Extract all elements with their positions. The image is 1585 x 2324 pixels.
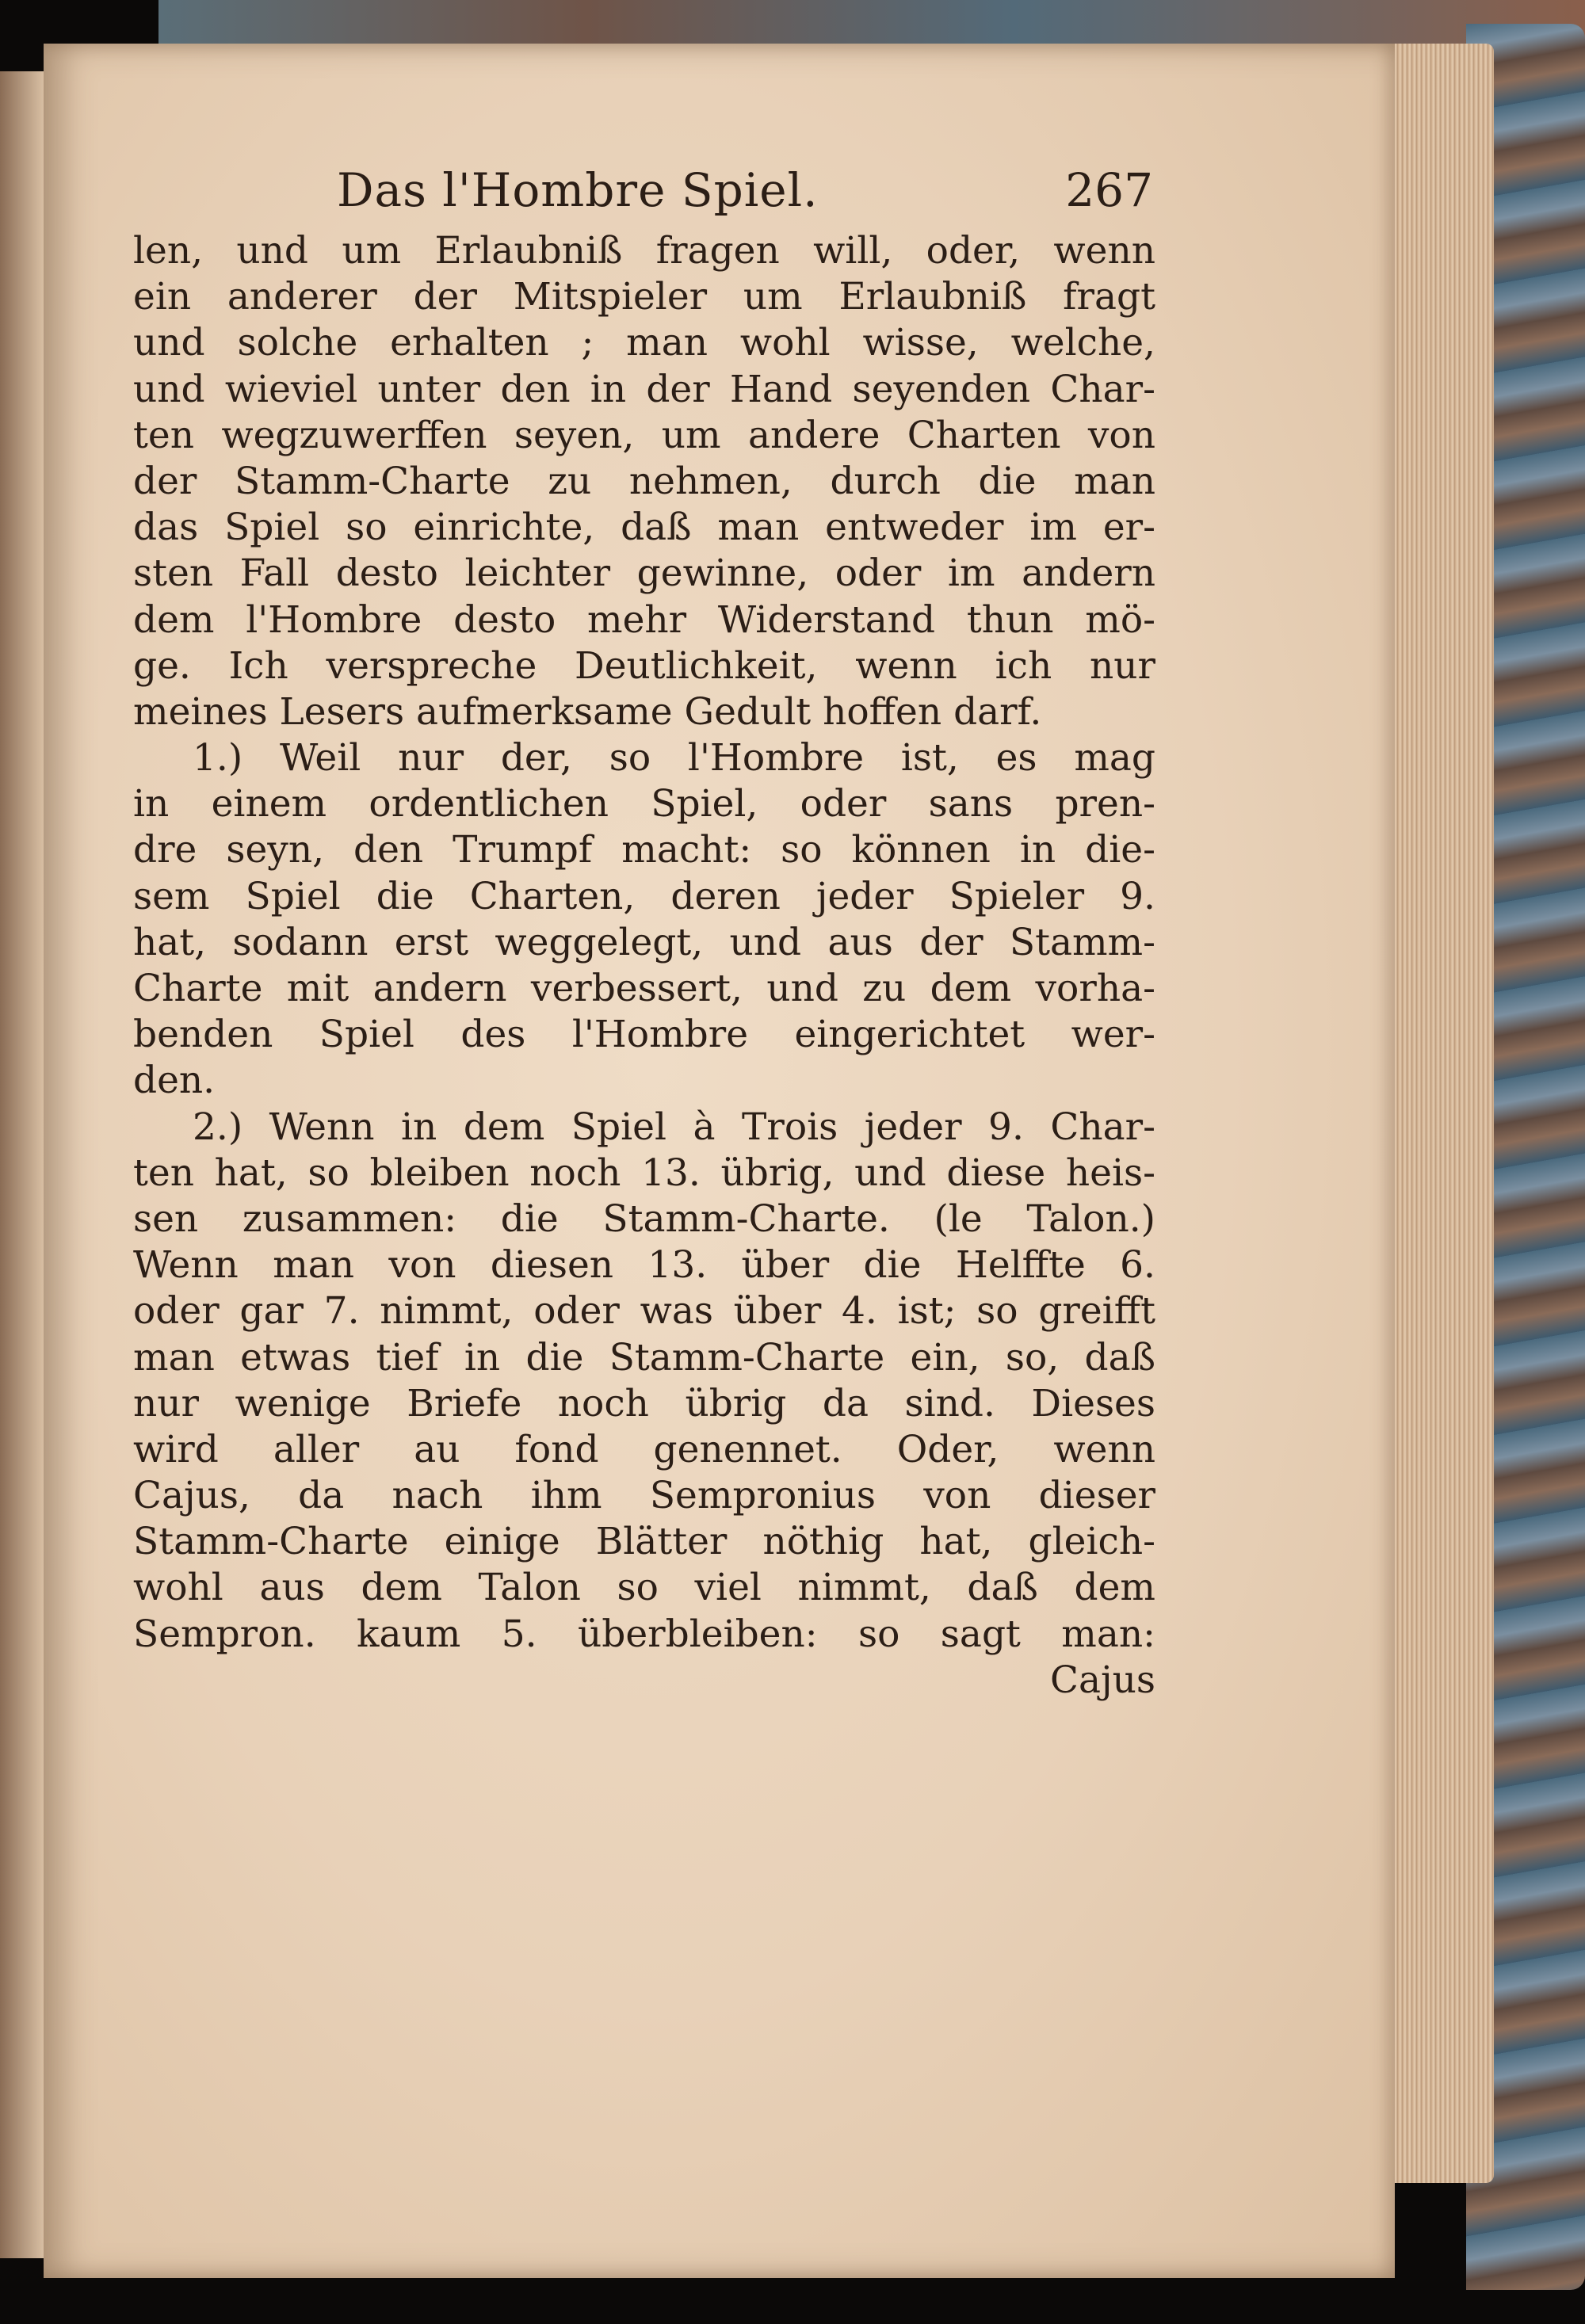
text-line: wird aller au fond genennet. Oder, wenn (133, 1427, 1155, 1471)
facing-page-edge (0, 71, 44, 2258)
text-line: und wieviel unter den in der Hand seyenden Char- (133, 367, 1155, 411)
text-line: sem Spiel die Charten, deren jeder Spieler 9. (133, 874, 1155, 918)
text-line: Charte mit andern verbessert, und zu dem vorha- (133, 967, 1155, 1010)
body-text (133, 228, 1155, 1704)
text-line: den. (133, 1059, 216, 1103)
text-line: ein anderer der Mitspieler um Erlaubniß fragt (133, 275, 1155, 319)
text-line: der Stamm-Charte zu nehmen, durch die man (133, 459, 1155, 503)
text-line: sten Fall desto leichter gewinne, oder im andern (133, 551, 1155, 596)
text-line: nur wenige Briefe noch übrig da sind. Dieses (133, 1381, 1155, 1425)
running-title: Das l'Hombre Spiel. (337, 163, 819, 217)
text-line: meines Lesers aufmerksame Gedult hoffen darf. (133, 689, 1042, 734)
text-line: Stamm-Charte einige Blätter nöthig hat, gleich- (133, 1520, 1155, 1564)
text-line: Cajus, da nach ihm Sempronius von dieser (133, 1474, 1155, 1518)
text-line: ge. Ich verspreche Deutlichkeit, wenn ich nur (133, 643, 1155, 688)
text-line: wohl aus dem Talon so viel nimmt, daß dem (133, 1566, 1155, 1610)
text-line: dre seyn, den Trumpf macht: so können in die- (133, 828, 1155, 872)
page-edges (1379, 44, 1494, 2183)
text-line: len, und um Erlaubniß fragen will, oder, wenn (133, 229, 1155, 273)
text-line: das Spiel so einrichte, daß man entweder im er- (133, 506, 1155, 550)
text-line: und solche erhalten ; man wohl wisse, welche, (133, 321, 1155, 365)
text-line: sen zusammen: die Stamm-Charte. (le Talon.) (133, 1196, 1155, 1241)
text-line: man etwas tief in die Stamm-Charte ein, so, daß (133, 1335, 1155, 1380)
text-line: hat, sodann erst weggelegt, und aus der Stamm- (133, 920, 1155, 964)
text-line: ten wegzuwerffen seyen, um andere Charten von (133, 413, 1155, 457)
text-line: oder gar 7. nimmt, oder was über 4. ist; so greifft (133, 1289, 1155, 1334)
text-line: Sempron. kaum 5. überbleiben: so sagt man: (133, 1612, 1155, 1656)
text-line: Wenn man von diesen 13. über die Helffte 6. (133, 1243, 1155, 1288)
text-line: dem l'Hombre desto mehr Widerstand thun mö- (133, 597, 1155, 642)
text-line: ten hat, so bleiben noch 13. übrig, und diese heis- (133, 1151, 1155, 1195)
text-line: Cajus (1050, 1658, 1155, 1702)
text-line: 1.) Weil nur der, so l'Hombre ist, es mag (193, 736, 1155, 780)
text-line: in einem ordentlichen Spiel, oder sans pren- (133, 782, 1155, 826)
running-header (337, 158, 1153, 222)
text-line: benden Spiel des l'Hombre eingerichtet wer- (133, 1013, 1155, 1057)
page-number: 267 (1065, 163, 1153, 217)
text-line: 2.) Wenn in dem Spiel à Trois jeder 9. Char- (193, 1105, 1155, 1149)
